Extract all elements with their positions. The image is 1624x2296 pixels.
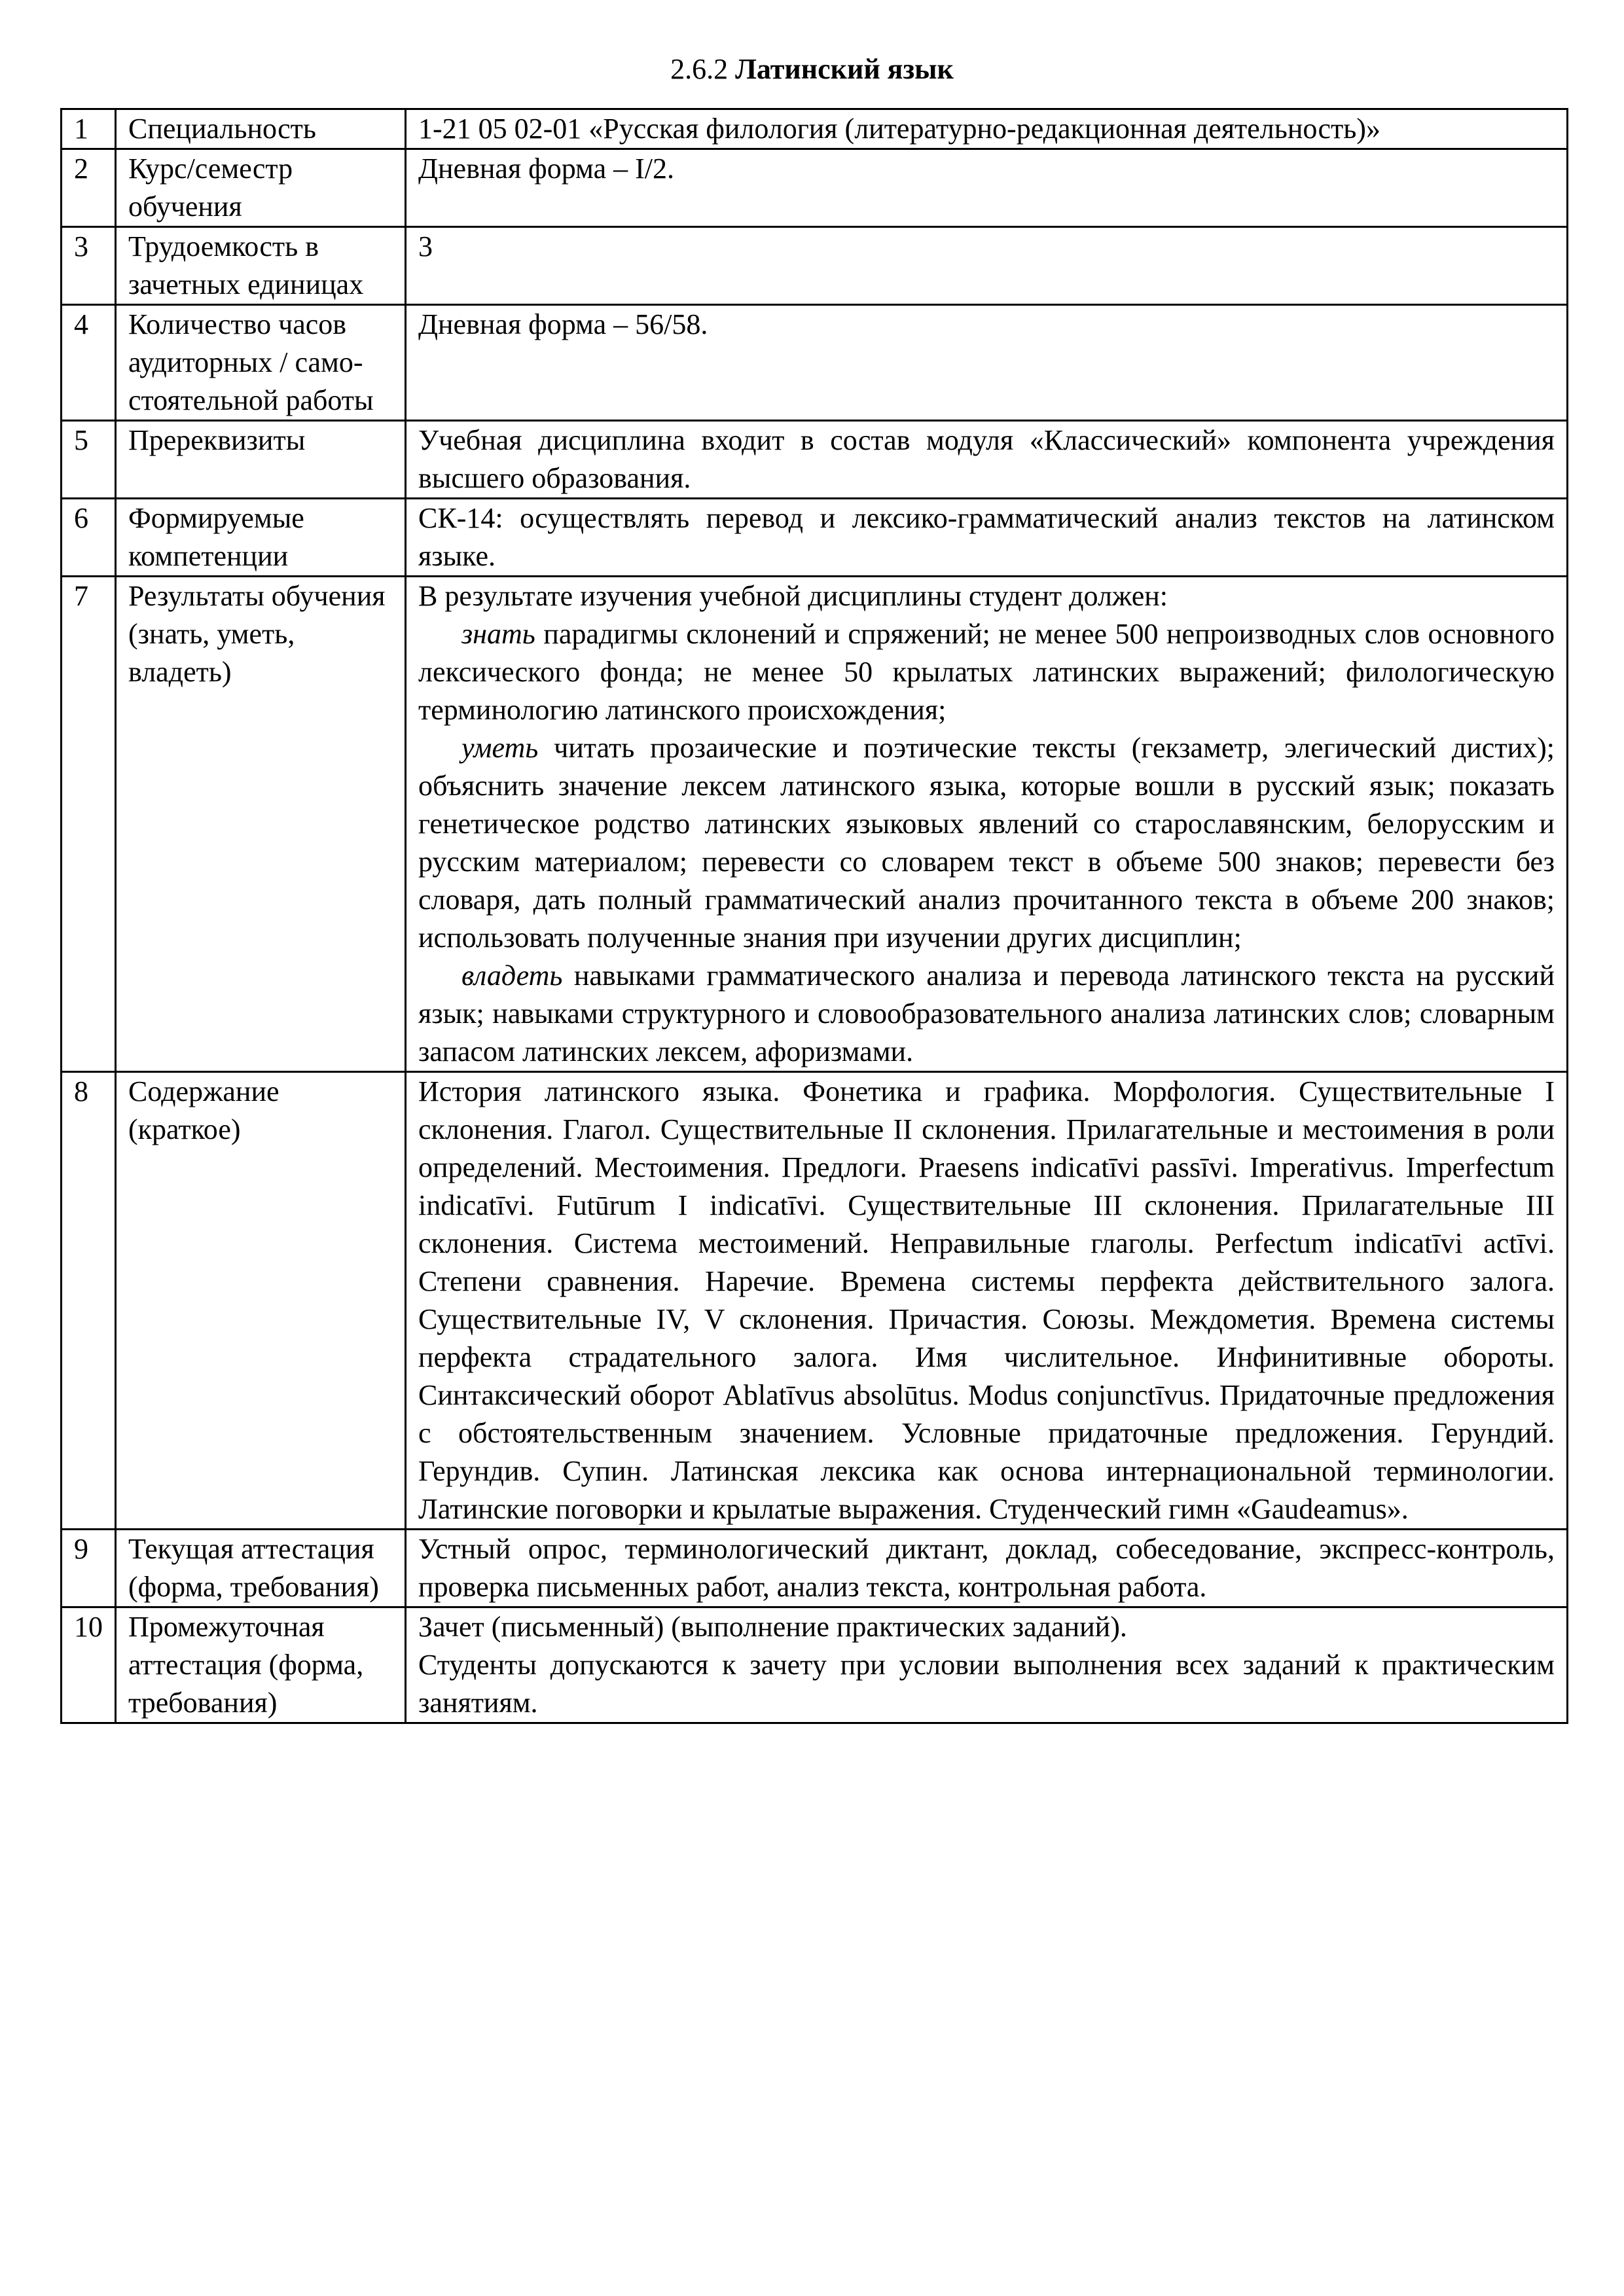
section-heading	[0, 51, 1624, 88]
row-value	[406, 577, 1568, 1072]
row-value: 3	[406, 227, 1568, 305]
row-label: Пререквизиты	[116, 421, 406, 499]
row-value: СК-14: осуществлять перевод и лексико-грамматический анализ текстов на латинском языке.	[406, 499, 1568, 577]
attestation-form: Зачет (письменный) (выполнение практических заданий).	[418, 1611, 1127, 1643]
table-row	[62, 227, 1568, 305]
row-value: История латинского языка. Фонетика и графика. Морфология. Существительные I склонения. Глагол. Существительные II склонения. Прилагательные и местоимения в роли определений. Местоимения. Предлоги. Praesens indicatīvi passīvi. Imperativus. Imperfectum indicatīvi. Futūrum I indicatīvi. Существительные III склонения. Прилагательные III склонения. Система местоимений. Неправильные глаголы. Perfectum indicatīvi actīvi. Степени сравнения. Наречие. Времена системы перфекта действительного залога. Существительные IV, V склонения. Причастия. Союзы. Междометия. Времена системы перфекта страдательного залога. Имя числительное. Инфинитивные обороты. Синтаксический оборот Ablatīvus absolūtus. Modus conjunctīvus. Придаточные предложения с обстоятельственным значением. Условные придаточные предложения. Герундий. Герундив. Супин. Латинская лексика как основа интернациональной терминологии. Латинские поговорки и крылатые выражения. Студенческий гимн «Gaudeamus».	[406, 1072, 1568, 1530]
table-row	[62, 305, 1568, 421]
outcomes-own	[418, 957, 1555, 1071]
row-number: 3	[62, 227, 116, 305]
row-label: Трудоемкость в зачетных единицах	[116, 227, 406, 305]
table-row	[62, 1072, 1568, 1530]
outcomes-can	[418, 729, 1555, 957]
row-value	[406, 1607, 1568, 1723]
row-number: 8	[62, 1072, 116, 1530]
table-row	[62, 149, 1568, 227]
row-label: Формируемые компетенции	[116, 499, 406, 577]
outcomes-intro: В результате изучения учебной дисциплины студент должен:	[418, 580, 1168, 612]
row-number: 1	[62, 109, 116, 149]
section-title: Латинский язык	[735, 53, 954, 85]
row-number: 10	[62, 1607, 116, 1723]
row-label: Количество часов аудиторных / само-стоятельной работы	[116, 305, 406, 421]
section-number: 2.6.2	[670, 53, 729, 85]
row-value: Дневная форма – I/2.	[406, 149, 1568, 227]
row-number: 4	[62, 305, 116, 421]
can-term: уметь	[461, 732, 539, 764]
table-row	[62, 1530, 1568, 1607]
outcomes-know	[418, 615, 1555, 729]
row-number: 2	[62, 149, 116, 227]
table-row	[62, 109, 1568, 149]
row-value: Учебная дисциплина входит в состав модуля «Классический» компонента учреждения высшего образования.	[406, 421, 1568, 499]
table-row	[62, 499, 1568, 577]
know-text: парадигмы склонений и спряжений; не менее 500 непроизводных слов основного лексического фонда; не менее 50 крылатых латинских выражений; филологическую терминологию латинского происхождения;	[418, 618, 1555, 726]
row-label: Промежуточная аттестация (форма, требования)	[116, 1607, 406, 1723]
own-text: навыками грамматического анализа и перевода латинского текста на русский язык; навыками структурного и словообразовательного анализа латинских слов; словарным запасом латинских лексем, афоризмами.	[418, 960, 1555, 1067]
table-row	[62, 421, 1568, 499]
can-text: читать прозаические и поэтические тексты (гекзаметр, элегический дистих); объяснить значение лексем латинского языка, которые вошли в русский язык; показать генетическое родство латинских языковых явлений со старославянским, белорусским и русским материалом; перевести со словарем текст в объеме 500 знаков; перевести без словаря, дать полный грамматический анализ прочитанного текста в объеме 200 знаков; использовать полученные знания при изучении других дисциплин;	[418, 732, 1555, 954]
row-label: Текущая аттестация (форма, требования)	[116, 1530, 406, 1607]
row-label: Специальность	[116, 109, 406, 149]
table-row	[62, 577, 1568, 1072]
own-term: владеть	[461, 960, 563, 992]
attestation-requirements: Студенты допускаются к зачету при условии выполнения всех заданий к практическим занятиям.	[418, 1649, 1555, 1719]
row-label: Курс/семестр обучения	[116, 149, 406, 227]
discipline-info-table	[60, 108, 1568, 1724]
row-label: Результаты обучения (знать, уметь, владеть)	[116, 577, 406, 1072]
row-number: 6	[62, 499, 116, 577]
row-label: Содержание (краткое)	[116, 1072, 406, 1530]
know-term: знать	[461, 618, 535, 650]
row-value: Устный опрос, терминологический диктант, доклад, собеседование, экспресс-контроль, проверка письменных работ, анализ текста, контрольная работа.	[406, 1530, 1568, 1607]
row-value: 1-21 05 02-01 «Русская филология (литературно-редакционная деятельность)»	[406, 109, 1568, 149]
row-number: 9	[62, 1530, 116, 1607]
row-number: 7	[62, 577, 116, 1072]
row-number: 5	[62, 421, 116, 499]
table-row	[62, 1607, 1568, 1723]
row-value: Дневная форма – 56/58.	[406, 305, 1568, 421]
